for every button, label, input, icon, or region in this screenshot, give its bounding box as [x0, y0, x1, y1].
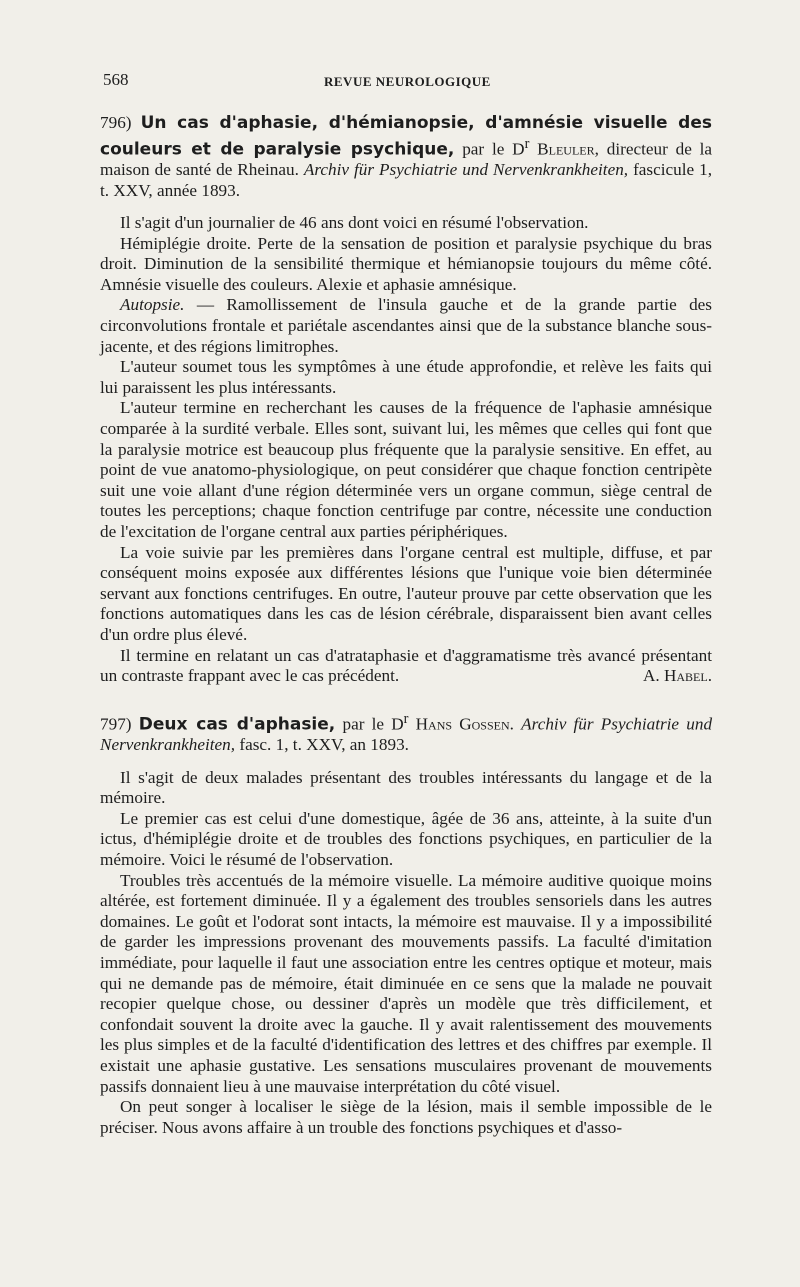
article-797-heading [100, 709, 712, 756]
running-head [100, 68, 712, 90]
article-number: 796) [100, 113, 132, 132]
autopsie-label: Autopsie. [120, 295, 185, 315]
article-title: Deux cas d'aphasie, [138, 714, 336, 735]
paragraph-closing [100, 646, 712, 687]
paragraph-autopsie [100, 295, 712, 357]
paragraph: Il s'agit de deux malades présentant des troubles intéressants du langage et de la mémoire. [100, 767, 712, 808]
autopsie-text: — Ramollissement de l'insula gauche et de la grande partie des circonvolutions frontale et pariétale ascendantes ainsi que de la substance blanche sous-jacente, et des régions limitrophes. [100, 295, 712, 356]
paragraph: On peut songer à localiser le siège de la lésion, mais il semble impossible de le préciser. Nous avons affaire à un trouble des fonctions psychiques et d'asso- [100, 1097, 712, 1137]
journal-title: REVUE NEUROLOGIQUE [324, 74, 491, 89]
article-796-heading [100, 113, 712, 201]
page-number: 568 [103, 70, 129, 89]
paragraph: Le premier cas est celui d'une domestique, âgée de 36 ans, atteinte, à la suite d'un ictus, d'hémiplégie droite et de troubles des fonctions psychiques, en particulier de la mémoire. Voici le résumé de l'observation. [100, 808, 712, 870]
paragraph: L'auteur termine en recherchant les causes de la fréquence de l'aphasie amnésique comparée à la surdité verbale. Elles sont, suivant lui, les mêmes que celles qui font que la paralysie motrice est beaucoup plus fréquente que la paralysie sensitive. En effet, au point de vue anatomo-physiologique, on peut considérer que chaque fonction centripète suit une voie allant d'une région déterminée vers un organe commun, siège central de toutes les perceptions; chaque fonction centrifuge par contre, nécessite une conduction de l'excitation de l'organe central aux parties périphériques. [100, 398, 712, 542]
paragraph: La voie suivie par les premières dans l'organe central est multiple, diffuse, et par conséquent moins exposée aux différentes lésions que l'unique voie bien déterminée servant aux fonctions centrifuges. En outre, l'auteur prouve par cette observation que les fonctions automatiques dans les cas de lésion cérébrale, disparaissent bien avant celles d'un ordre plus élevé. [100, 542, 712, 644]
author-desc: , directeur de la maison de santé de Rheinau. [100, 139, 713, 179]
section-gap [100, 687, 712, 709]
source-details: fascicule 1, t. XXV, année 1893. [100, 159, 712, 200]
source-journal: Archiv für Psychiatrie und Nervenkrankheiten, [100, 714, 713, 755]
paragraph: Hémiplégie droite. Perte de la sensation de position et paralysie psychique du bras droit. Diminution de la sensibilité thermique et hémianopsie toujours du même côté. Amnésie visuelle des couleurs. Alexie et aphasie amnésique. [100, 233, 712, 294]
paragraph: Il s'agit d'un journalier de 46 ans dont voici en résumé l'observation. [120, 213, 589, 233]
by-text: par le D [462, 139, 525, 159]
source-journal: Archiv für Psychiatrie und Nervenkrankheiten, [303, 159, 629, 179]
author-name: Hans Gossen. [415, 714, 514, 734]
by-sup: r [524, 135, 530, 152]
page [100, 68, 712, 1138]
article-title: Un cas d'aphasie, d'hémianopsie, d'amnésie visuelle des couleurs et de paralysie psychique, [100, 113, 712, 160]
by-text: par le D [342, 714, 404, 734]
paragraph: L'auteur soumet tous les symptômes à une étude approfondie, et relève les faits qui lui paraissent les plus intéressants. [100, 357, 712, 397]
author-name: Bleuler [537, 139, 595, 159]
by-sup: r [403, 710, 409, 727]
source-details: fasc. 1, t. XXV, an 1893. [235, 735, 409, 755]
closing-text: Il termine en relatant un cas d'atrataphasie et d'aggramatisme très avancé présentant un contraste frappant avec le cas précédent. [100, 645, 712, 686]
paragraph: Troubles très accentués de la mémoire visuelle. La mémoire auditive quoique moins altérée, est fortement diminuée. Il y a également des troubles sensoriels dans les autres domaines. Le goût et l'odorat sont intacts, la mémoire est mauvaise. Il y a impossibilité de garder les impressions provenant des mouvements passifs. La faculté d'imitation immédiate, pour laquelle il faut une association entre les centres optique et moteur, mais qui ne demande pas de mémoire, était diminuée en ce sens que la malade ne pouvait recopier quelque chose, ou dessiner d'après un modèle que très difficilement, et confondait souvent la droite avec la gauche. Il y avait ralentissement des mouvements les plus simples et de la faculté d'identification des lettres et des chiffres par exemple. Il existait une aphasie gustative. Les sensations musculaires provenant de mouvements passifs donnaient lieu à une mauvaise interprétation du côté visuel. [100, 870, 712, 1096]
article-number: 797) [100, 714, 132, 734]
signature: A. Habel. [642, 666, 712, 686]
